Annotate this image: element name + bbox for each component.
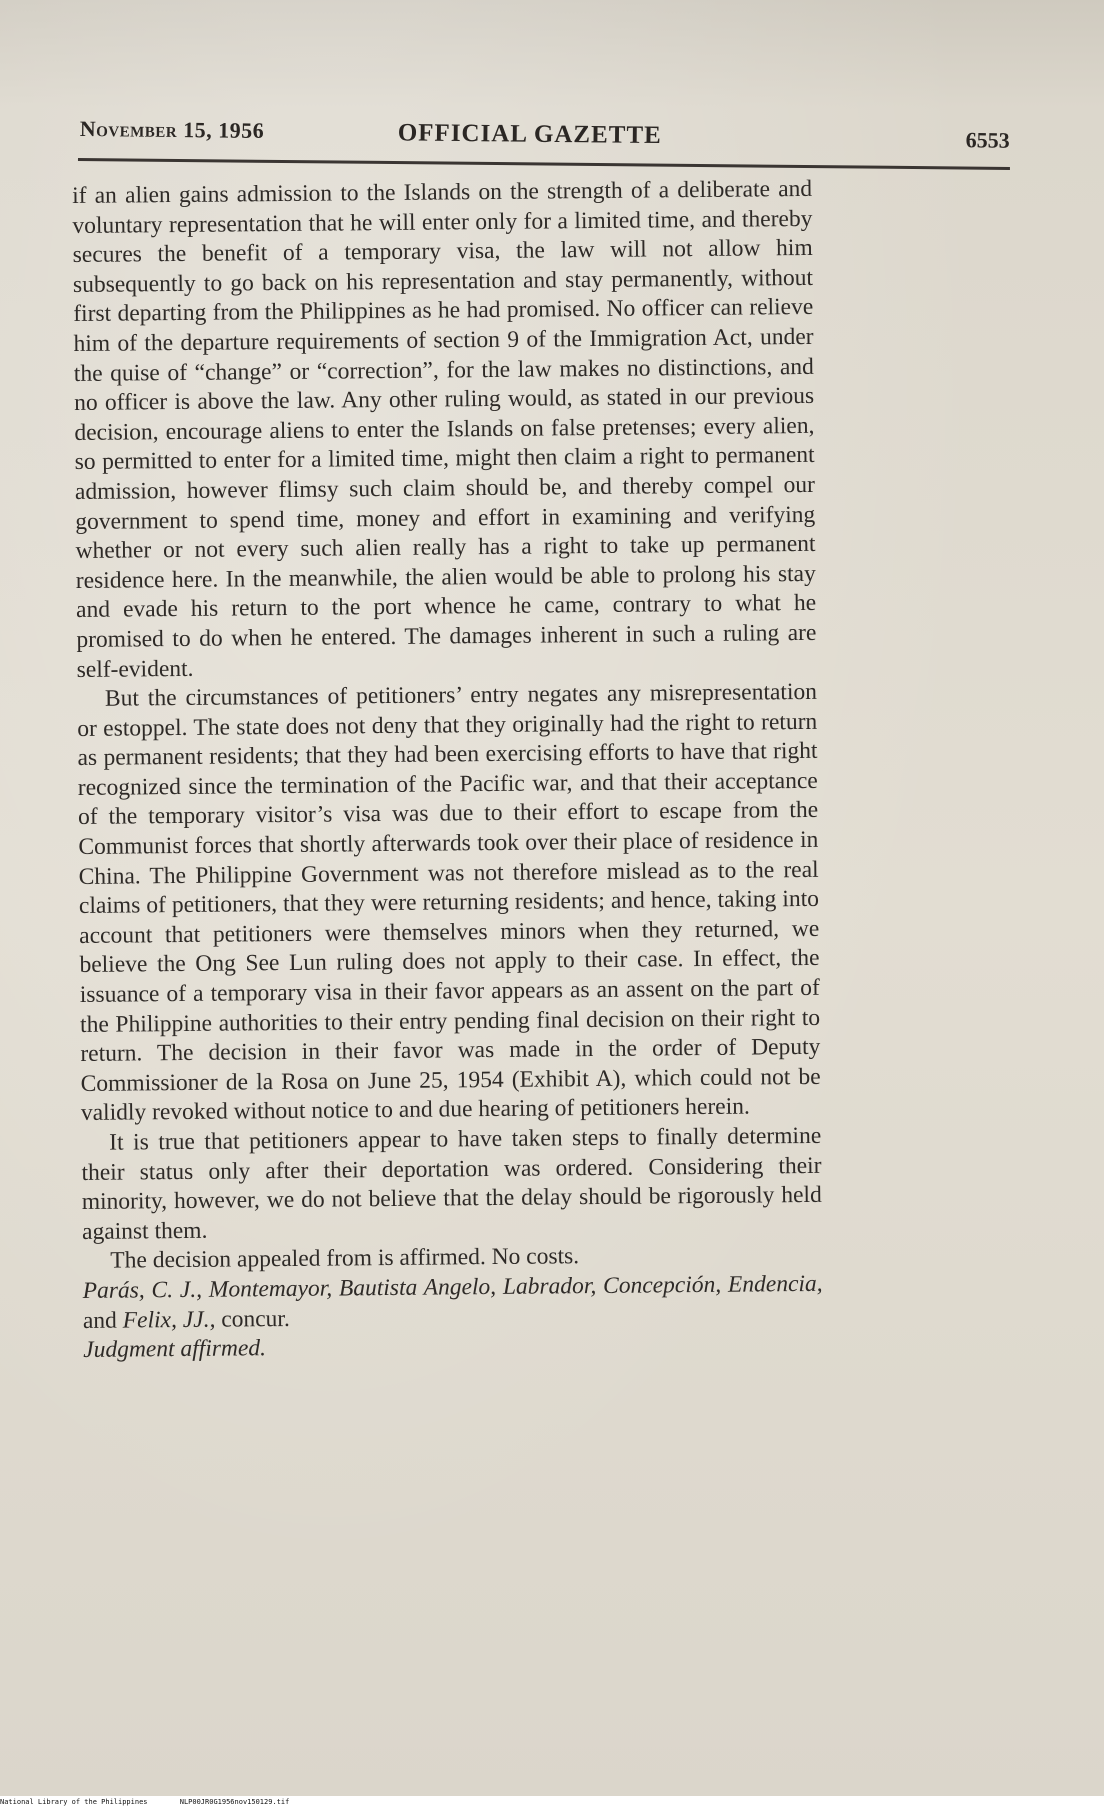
- page-header: [80, 112, 1010, 162]
- article-body: [72, 175, 823, 1366]
- page-number: 6553: [965, 127, 1010, 153]
- header-date: November 15, 1956: [79, 115, 265, 143]
- concurring-justices: Parás, C. J., Montemayor, Bautista Angelo, Labrador, Concepción, Endencia,: [82, 1270, 823, 1304]
- concurring-justice-last: Felix, JJ.,: [122, 1306, 216, 1334]
- judgment-line: Judgment affirmed.: [83, 1335, 267, 1364]
- paragraph-2: But the circumstances of petitioners’ entry negates any misrepresentation or estoppel. The state does not deny that they originally had the right to return as permanent residents; that they had been exercising efforts to have that right recognized since the termination of the Pacific war, and that their acceptance of the temporary visitor’s visa was due to their effort to escape from the Communist forces that shortly afterwards took over their place of residence in China. The Philippine Government was not therefore mislead as to the real claims of petitioners, that they were returning residents; and hence, taking into account that petitioners were themselves minors when they returned, we believe the Ong See Lun ruling does not apply to their case. In effect, the issuance of a temporary visa in their favor appears as an assent on the part of the Philippine authorities to their entry pending final decision on their right to return. The decision in their favor was made in the order of Deputy Commissioner de la Rosa on June 25, 1954 (Exhibit A), which could not be validly revoked without notice to and due hearing of petitioners herein.: [77, 678, 821, 1127]
- publication-title: OFFICIAL GAZETTE: [397, 119, 662, 150]
- footer-library: National Library of the Philippines: [0, 1798, 148, 1806]
- concurrence-and: and: [82, 1307, 117, 1334]
- paragraph-3: It is true that petitioners appear to have taken steps to finally determine their status only after their deportation was ordered. Considering their minority, however, we do not believe that the delay should be rigorously held against them.: [81, 1122, 822, 1245]
- concurrence-line: [83, 1270, 824, 1336]
- scan-footer: [0, 1796, 1104, 1808]
- footer-file-id: NLP00JR0G1956nov150129.tif: [179, 1798, 290, 1806]
- paragraph-1: if an alien gains admission to the Islands on the strength of a deliberate and voluntary representation that he will enter only for a limited time, and thereby secures the benefit of a temporary visa, the law will not allow him subsequently to go back on his representation and stay permanently, without first departing from the Philippines as he had promised. No officer can relieve him of the departure requirements of section 9 of the Immigration Act, under the quise of “change” or “correction”, for the law makes no distinctions, and no officer is above the law. Any other ruling would, as stated in our previous decision, encourage aliens to enter the Islands on false pretenses; every alien, so permitted to enter for a limited time, might then claim a right to permanent admission, however flimsy such claim should be, and thereby compel our government to spend time, money and effort in examining and verifying whether or not every such alien really has a right to take up permanent residence here. In the meanwhile, the alien would be able to prolong his stay and evade his return to the port whence he came, contrary to what he promised to do when he entered. The damages inherent in such a ruling are self-evident.: [72, 175, 817, 683]
- concurrence-verb: concur.: [221, 1305, 290, 1333]
- paragraph-4: The decision appealed from is affirmed. No costs.: [110, 1243, 580, 1275]
